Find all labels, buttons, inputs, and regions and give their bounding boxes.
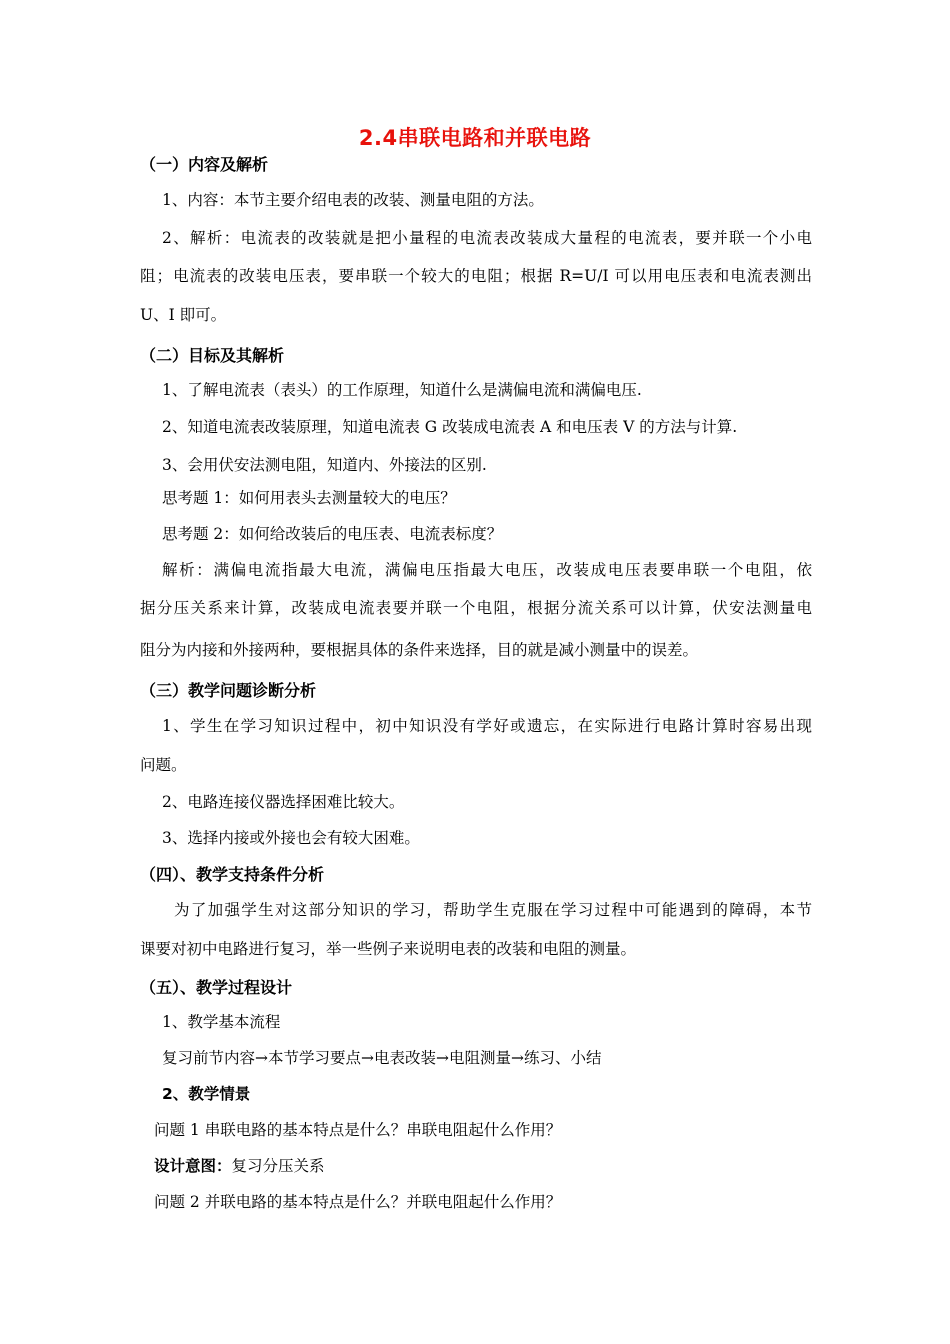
section-heading-goals: （二）目标及其解析 — [140, 346, 285, 365]
process-subheading-2: 2、教学情景 — [162, 1085, 251, 1103]
diagnosis-item-1-line1: 1、学生在学习知识过程中，初中知识没有学好或遗忘，在实际进行电路计算时容易出现 — [162, 717, 812, 735]
process-flow: 复习前节内容→本节学习要点→电表改装→电阻测量→练习、小结 — [162, 1049, 602, 1067]
question-1: 问题 1 串联电路的基本特点是什么？串联电阻起什么作用？ — [154, 1121, 562, 1139]
paragraph-analysis-line3: U、I 即可。 — [140, 306, 227, 324]
goal-item-1: 1、了解电流表（表头）的工作原理，知道什么是满偏电流和满偏电压. — [162, 381, 642, 399]
section-heading-support: （四）、教学支持条件分析 — [140, 865, 325, 884]
thinking-question-2: 思考题 2：如何给改装后的电压表、电流表标度？ — [162, 525, 503, 543]
process-subheading-1: 1、教学基本流程 — [162, 1013, 281, 1031]
analysis-line1: 解析：满偏电流指最大电流，满偏电压指最大电压，改装成电压表要串联一个电阻，依 — [162, 561, 812, 579]
section-heading-diagnosis: （三）教学问题诊断分析 — [140, 681, 317, 700]
section-heading-process: （五）、教学过程设计 — [140, 978, 293, 997]
goal-item-2: 2、知道电流表改装原理，知道电流表 G 改装成电流表 A 和电压表 V 的方法与计算. — [162, 418, 738, 436]
paragraph-analysis-line1: 2、解析：电流表的改装就是把小量程的电流表改装成大量程的电流表，要并联一个小电 — [162, 229, 812, 247]
question-2: 问题 2 并联电路的基本特点是什么？并联电阻起什么作用？ — [154, 1193, 562, 1211]
design-intent — [154, 1154, 325, 1176]
section-heading-content: （一）内容及解析 — [140, 155, 269, 174]
design-intent-text: 复习分压关系 — [231, 1157, 325, 1175]
diagnosis-item-2: 2、电路连接仪器选择困难比较大。 — [162, 793, 405, 811]
design-intent-label: 设计意图： — [154, 1157, 232, 1175]
analysis-line3: 阻分为内接和外接两种，要根据具体的条件来选择，目的就是减小测量中的误差。 — [140, 641, 699, 659]
support-line1: 为了加强学生对这部分知识的学习，帮助学生克服在学习过程中可能遇到的障碍，本节 — [174, 901, 812, 919]
document-title: 2.4串联电路和并联电路 — [358, 126, 592, 150]
diagnosis-item-1-line2: 问题。 — [140, 756, 187, 774]
paragraph-content: 1、内容：本节主要介绍电表的改装、测量电阻的方法。 — [162, 191, 544, 209]
support-line2: 课要对初中电路进行复习，举一些例子来说明电表的改装和电阻的测量。 — [140, 940, 637, 958]
thinking-question-1: 思考题 1：如何用表头去测量较大的电压？ — [162, 489, 456, 507]
diagnosis-item-3: 3、选择内接或外接也会有较大困难。 — [162, 829, 420, 847]
analysis-line2: 据分压关系来计算，改装成电流表要并联一个电阻，根据分流关系可以计算，伏安法测量电 — [140, 599, 812, 617]
paragraph-analysis-line2: 阻；电流表的改装电压表，要串联一个较大的电阻；根据 R=U/I 可以用电压表和电流表测出 — [140, 267, 812, 285]
goal-item-3: 3、会用伏安法测电阻，知道内、外接法的区别. — [162, 456, 487, 474]
